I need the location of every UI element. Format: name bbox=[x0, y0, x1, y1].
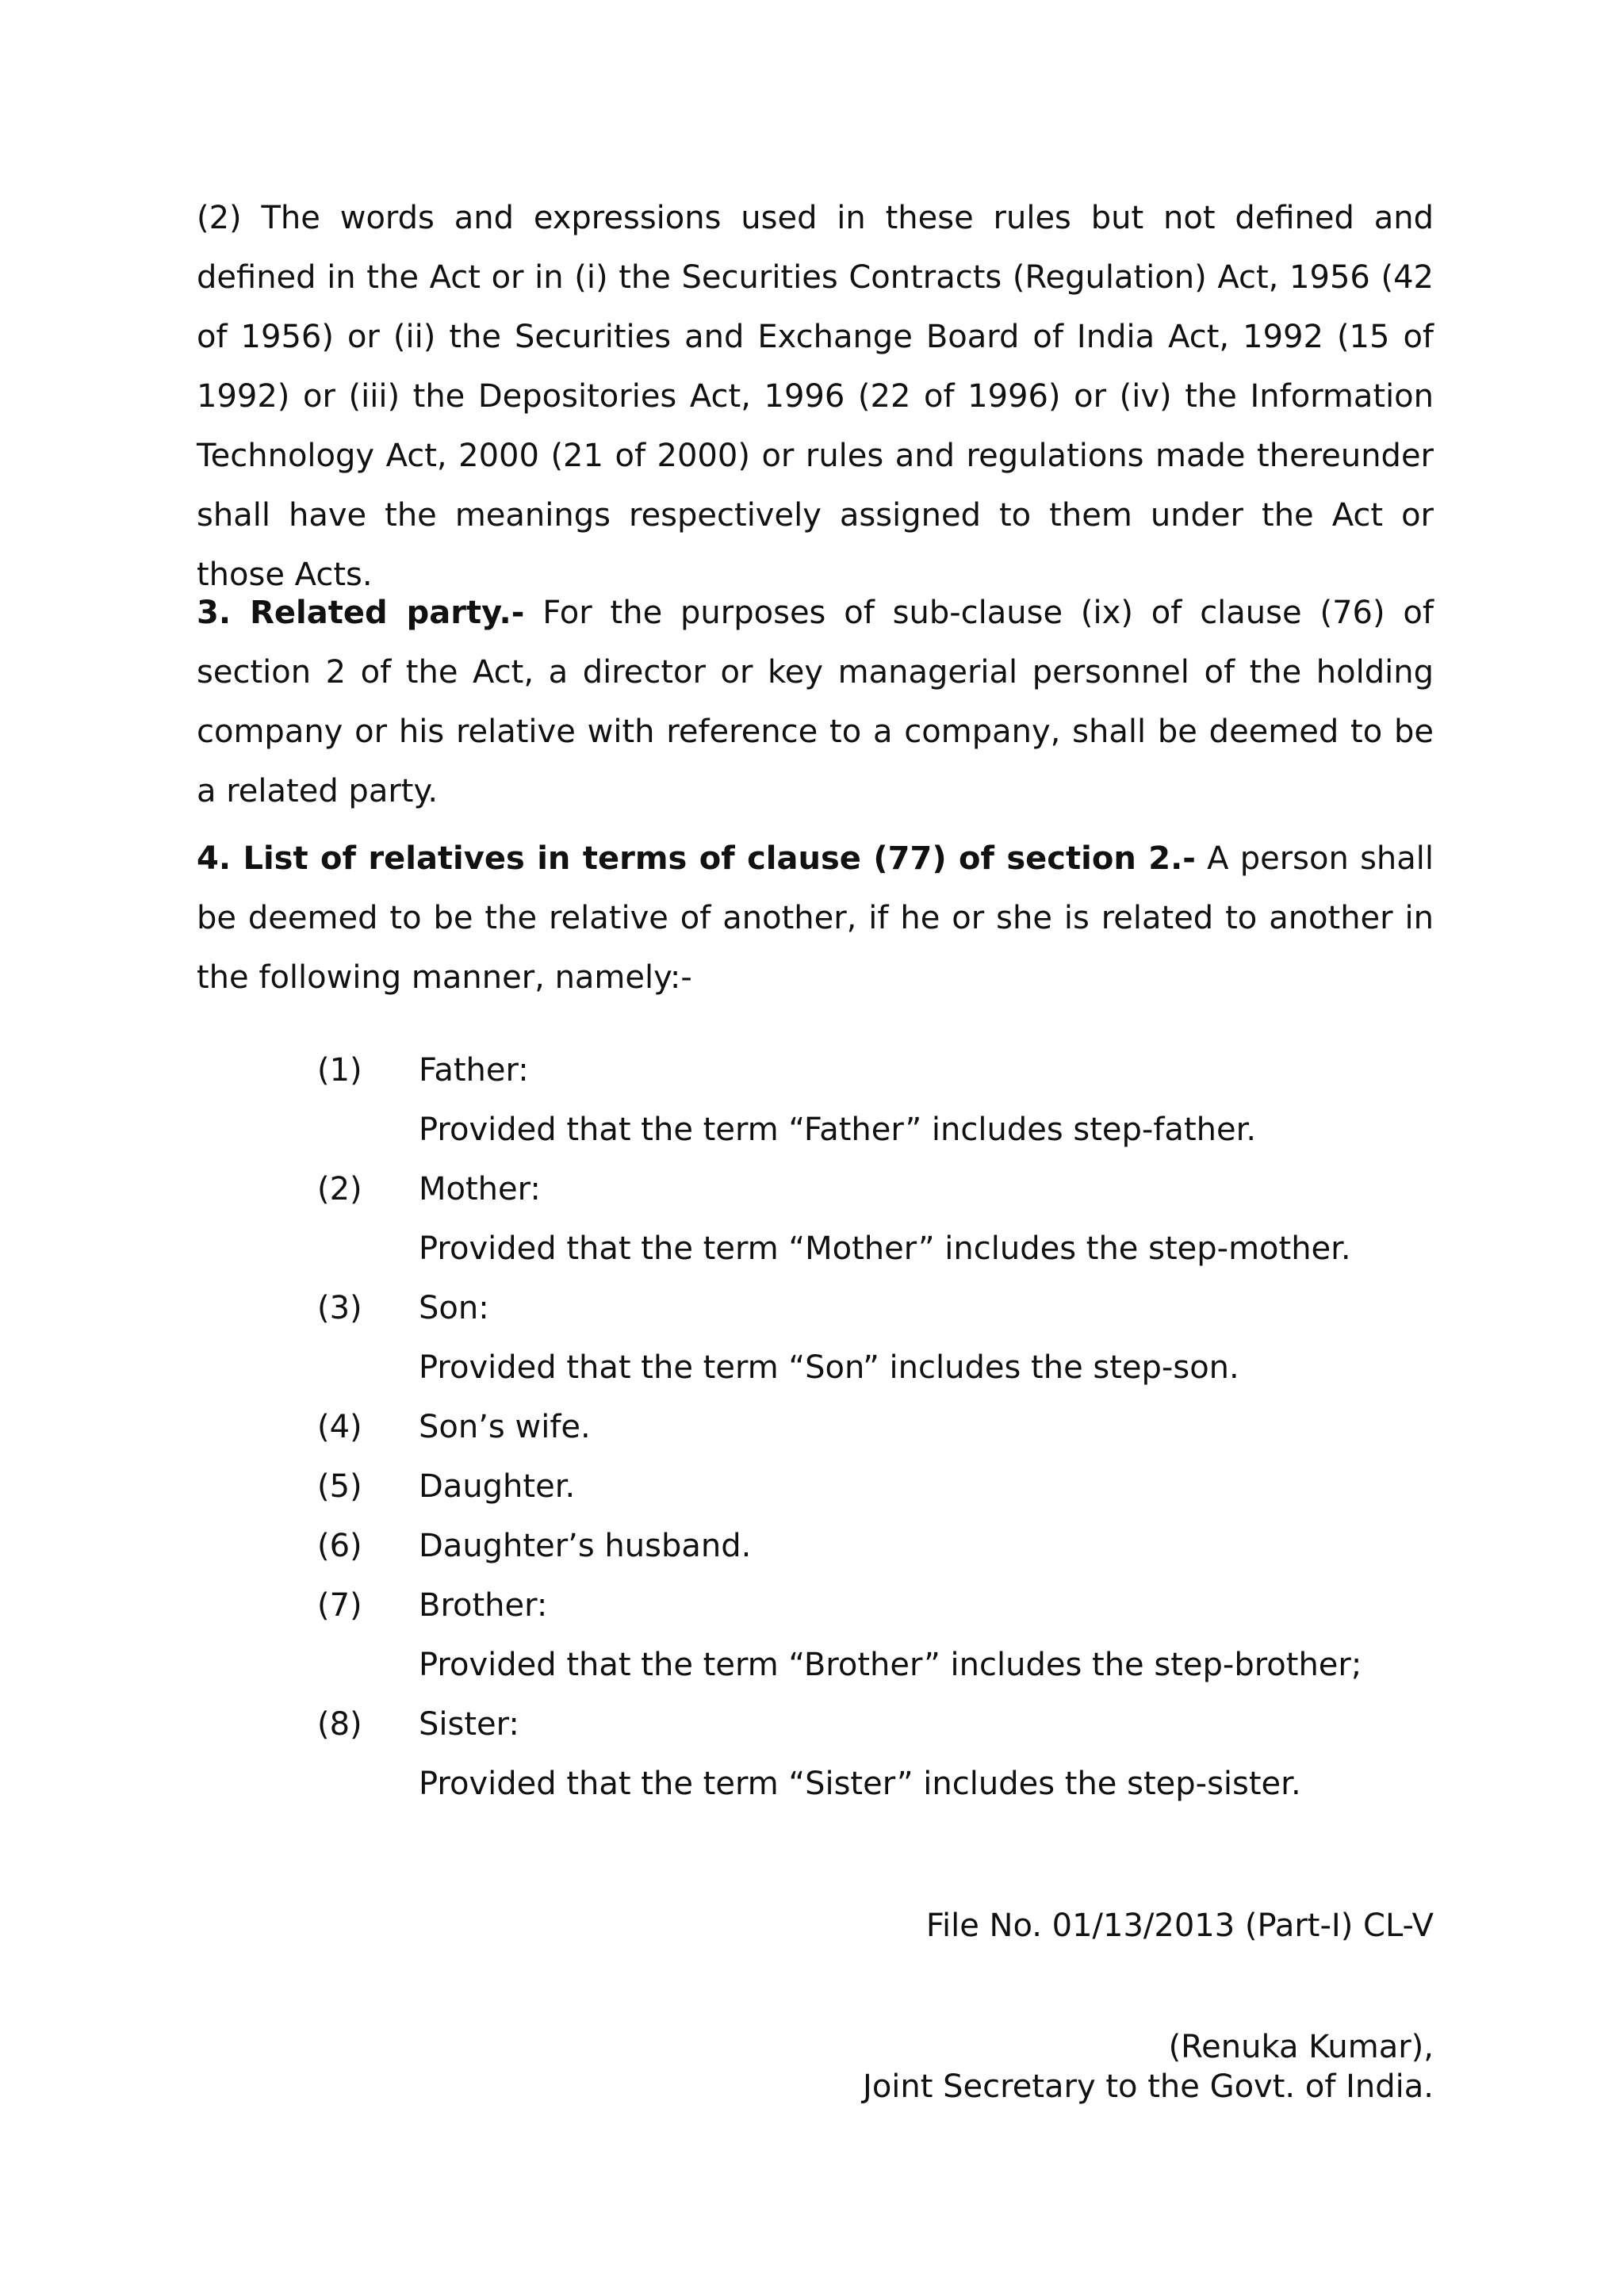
list-item-proviso: Provided that the term “Mother” includes the step-mother. bbox=[419, 1230, 1351, 1267]
list-item-number: (4) bbox=[317, 1409, 362, 1445]
section-3-heading: 3. Related party.- bbox=[197, 595, 525, 631]
list-item-label: Mother: bbox=[419, 1171, 541, 1207]
file-number: File No. 01/13/2013 (Part-I) CL-V bbox=[925, 1908, 1434, 1944]
list-item-label: Son: bbox=[419, 1290, 489, 1326]
list-item bbox=[317, 1160, 1427, 1219]
list-item-proviso: Provided that the term “Sister” includes the step-sister. bbox=[419, 1766, 1301, 1802]
paragraph-2 bbox=[197, 189, 1434, 605]
section-4-text: A person shall be deemed to be the relative of another, if he or she is related to another in the following manner, namely:- bbox=[197, 840, 1434, 996]
list-item-proviso: Provided that the term “Son” includes the step-son. bbox=[419, 1349, 1239, 1386]
list-item-proviso-row bbox=[317, 1338, 1427, 1398]
signatory-name: (Renuka Kumar), bbox=[1168, 2029, 1434, 2065]
section-3-text: For the purposes of sub-clause (ix) of clause (76) of section 2 of the Act, a director or key managerial personnel of the holding company or his relative with reference to a company, shall be deemed to be a related party. bbox=[197, 595, 1434, 809]
list-item bbox=[317, 1457, 1427, 1517]
section-4-heading: 4. List of relatives in terms of clause (77) of section 2.- bbox=[197, 840, 1196, 877]
list-item-label: Daughter. bbox=[419, 1468, 576, 1505]
list-item-proviso-row bbox=[317, 1755, 1427, 1814]
list-item bbox=[317, 1041, 1427, 1100]
list-item-proviso-row bbox=[317, 1636, 1427, 1695]
list-item bbox=[317, 1695, 1427, 1755]
list-item-proviso-row bbox=[317, 1100, 1427, 1160]
list-item bbox=[317, 1398, 1427, 1457]
signatory-title: Joint Secretary to the Govt. of India. bbox=[863, 2068, 1434, 2105]
section-4-list-of-relatives bbox=[197, 829, 1434, 1008]
list-item-label: Brother: bbox=[419, 1587, 548, 1624]
list-item-proviso: Provided that the term “Brother” includes the step-brother; bbox=[419, 1647, 1362, 1683]
section-3-related-party bbox=[197, 584, 1434, 821]
list-item-number: (2) bbox=[317, 1171, 362, 1207]
list-item-number: (3) bbox=[317, 1290, 362, 1326]
list-item-number: (6) bbox=[317, 1528, 362, 1564]
list-item-proviso-row bbox=[317, 1219, 1427, 1279]
list-item-number: (1) bbox=[317, 1052, 362, 1089]
list-item-number: (5) bbox=[317, 1468, 362, 1505]
list-item bbox=[317, 1279, 1427, 1338]
list-item bbox=[317, 1517, 1427, 1576]
paragraph-2-text: (2) The words and expressions used in these rules but not defined and defined in the Act or in (i) the Securities Contracts (Regulation) Act, 1956 (42 of 1956) or (ii) the Securities and Exchange Board of India Act, 1992 (15 of 1992) or (iii) the Depositories Act, 1996 (22 of 1996) or (iv) the Information Technology Act, 2000 (21 of 2000) or rules and regulations made thereunder shall have the meanings respectively assigned to them under the Act or those Acts. bbox=[197, 200, 1434, 593]
list-item-number: (8) bbox=[317, 1706, 362, 1743]
list-item-label: Son’s wife. bbox=[419, 1409, 591, 1445]
relatives-list bbox=[317, 1041, 1427, 1814]
list-item-label: Sister: bbox=[419, 1706, 519, 1743]
list-item bbox=[317, 1576, 1427, 1636]
list-item-number: (7) bbox=[317, 1587, 362, 1624]
list-item-proviso: Provided that the term “Father” includes step-father. bbox=[419, 1112, 1257, 1148]
list-item-label: Daughter’s husband. bbox=[419, 1528, 752, 1564]
list-item-label: Father: bbox=[419, 1052, 529, 1089]
